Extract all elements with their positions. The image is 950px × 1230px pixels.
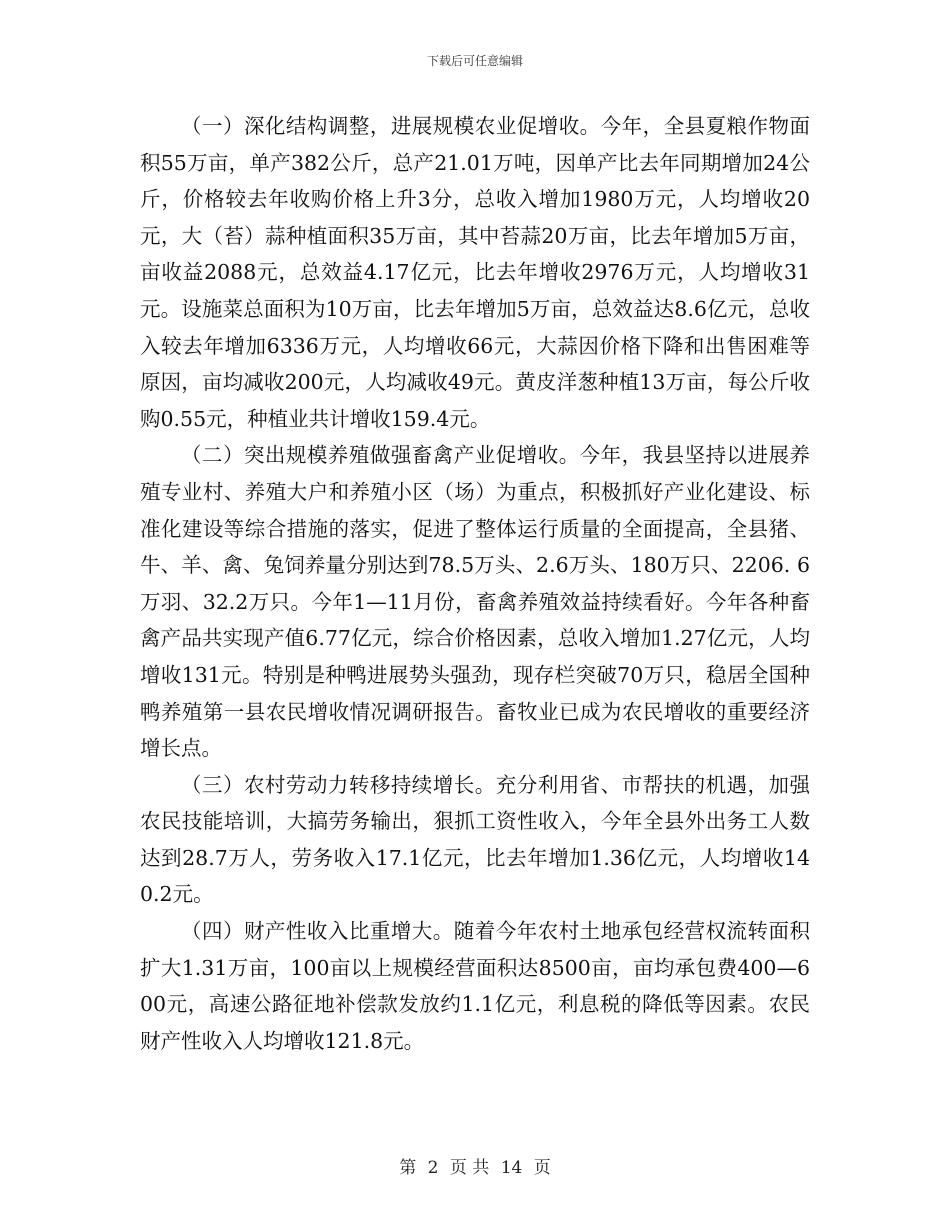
footer-prefix: 第 (399, 1158, 417, 1178)
paragraph-3: （三）农村劳动力转移持续增长。充分利用省、市帮扶的机遇，加强农民技能培训，大搞劳务输出，狠抓工资性收入，今年全县外出务工人数达到28.7万人，劳务收入17.1亿元，比去年增加1.36亿元，人均增收140.2元。 (140, 772, 810, 907)
footer-total-pages: 14 (500, 1158, 523, 1178)
footer-page-number: 2 (427, 1158, 439, 1178)
document-body (140, 108, 810, 1059)
footer-suffix: 页 (533, 1158, 551, 1178)
paragraph-4: （四）财产性收入比重增大。随着今年农村土地承包经营权流转面积扩大1.31万亩，100亩以上规模经营面积达8500亩，亩均承包费400—600元，高速公路征地补偿款发放约1.1亿元，利息税的降低等因素。农民财产性收入人均增收121.8元。 (140, 919, 810, 1053)
paragraph-1: （一）深化结构调整，进展规模农业促增收。今年，全县夏粮作物面积55万亩，单产382公斤，总产21.01万吨，因单产比去年同期增加24公斤，价格较去年收购价格上升3分，总收入增加1980万元，人均增收20元，大（苔）蒜种植面积35万亩，其中苔蒜20万亩，比去年增加5万亩，亩收益2088元，总效益4.17亿元，比去年增收2976万元，人均增收31元。设施菜总面积为10万亩，比去年增加5万亩，总效益达8.6亿元，总收入较去年增加6336万元，人均增收66元，大蒜因价格下降和出售困难等原因，亩均减收200元，人均减收49元。黄皮洋葱种植13万亩，每公斤收购0.55元，种植业共计增收159.4元。 (140, 114, 810, 431)
page-header (0, 52, 950, 69)
footer-middle: 页 共 (449, 1158, 490, 1178)
header-note: 下载后可任意编辑 (426, 54, 523, 68)
page-footer (0, 1153, 950, 1178)
paragraph-2: （二）突出规模养殖做强畜禽产业促增收。今年，我县坚持以进展养殖专业村、养殖大户和养殖小区（场）为重点，积极抓好产业化建设、标准化建设等综合措施的落实，促进了整体运行质量的全面提高，全县猪、牛、羊、禽、兔饲养量分别达到78.5万头、2.6万头、180万只、2206. 6万羽、32.2万只。今年1—11月份，畜禽养殖效益持续看好。今年各种畜禽产品共实现产值6.77亿元，综合价格因素，总收入增加1.27亿元，人均增收131元。特别是种鸭进展势头强劲，现存栏突破70万只，稳居全国种鸭养殖第一县农民增收情况调研报告。畜牧业已成为农民增收的重要经济增长点。 (140, 443, 810, 761)
